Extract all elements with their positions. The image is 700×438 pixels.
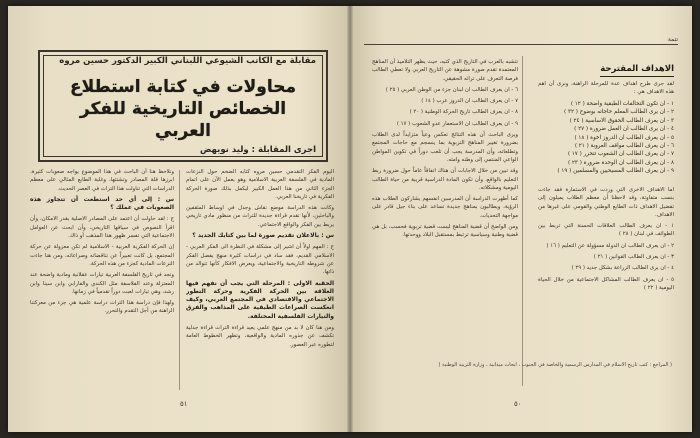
paragraph: إن الحركة الفكرية العربية - الاسلامية لم تكن معزولة عن حركة المجتمع، بل كانت تعبيراً عن تناقضاته وصراعاته، ومن هنا جاءت النزعات المادية كجزء من هذه الحركة.	[30, 244, 174, 267]
article-headline	[52, 76, 314, 142]
paragraph: وقد تبين من خلال الاجابات أن هناك اتفاقاً عاماً حول ضرورة ربط التعليم بالواقع، وأن تكون المادة الدراسية قريبة من حياة الطالب اليومية ومشكلاته.	[372, 168, 518, 191]
paragraph: س : إلى أي حد استطعت أن تتجاوز هذه الصعوبات في عملك ؟	[30, 195, 174, 212]
section-tag: تتمة	[667, 36, 678, 43]
paragraph: ٦ - ان يعرف الطالب ان لبنان جزء من الوطن العربي ( ٢٥ )	[385, 86, 518, 93]
article-byline: اجرى المقابلة : وليد نويهض	[199, 145, 316, 155]
goal-item: ٧ - ان يعرف الطالب ان الشعوب تتحرر ( ١٧ )	[567, 151, 674, 158]
paragraph: ٤ - ان يرى الطالب الزراعة بشكل جديد ( ٢٩ )	[571, 265, 674, 272]
right-page	[350, 6, 692, 432]
article-kicker: مقابلة مع الكاتب الشيوعي اللبناني الكبير الدكتور حسين مروه	[59, 56, 316, 66]
paragraph: اليوم الفكر التقدمي حسين مروه كتابه الضخم حول النزعات المادية في الفلسفة العربية الاسلامية وهو يعمل الآن على اتمام الجزء الثاني من هذا العمل الكبير ليكمل بذلك صورة الحركة الفكرية في تاريخنا العربي.	[186, 169, 334, 200]
goals-intro: لقد جرى طرح اهداف عدة للمرحلة الراهنة، ونرى أن اهم هذه الاهداف هي :	[538, 81, 674, 96]
goals-title: الاهداف المقترحة	[600, 64, 674, 74]
spine-gutter	[347, 6, 353, 432]
paragraph: وكانت هذه الدراسة موضع نقاش وجدل في اوساط المثقفين والباحثين، لأنها تقدم قراءة جديدة للتراث من منظور مادي تاريخي يربط بين الفكر والواقع الاجتماعي.	[186, 205, 334, 228]
goal-item: ٦ - ان يعرف الطالب مواقف العروبة ( ٢١ )	[574, 143, 674, 150]
column-divider	[179, 170, 180, 390]
paragraph: كما أظهرت الدراسة أن المدرسين انفسهم يشاركون الطلاب هذه الرؤية، ويطالبون بمناهج جديدة تساعد على بناء جيل قادر على مواجهة التحديات.	[372, 196, 518, 219]
paragraph: ج : لقد حاولت أن اعتمد على المصادر الاصلية بقدر الامكان، وأن اقرأ النصوص في سياقها التاريخي، وأن ابحث عن العوامل الاجتماعية التي تفسر ظهور هذا المذهب أو ذاك.	[30, 216, 174, 240]
column-divider-right	[522, 56, 523, 386]
paragraph: ٩ - ان يعرف الطالب ان الاستعمار عدو الشعوب ( ١٧ )	[396, 120, 518, 127]
article-header-box	[38, 50, 328, 162]
goals-title-underline	[600, 76, 674, 77]
paragraph: تتشبه بالعرب في التاريخ الذي كتبه، حيث يظهر التلاميذ أن المناهج المعتمدة تقدم صورة مشوهة عن التاريخ العربي ولا تعطي الطالب فرصة التعرف على تراثه الحقيقي.	[372, 59, 518, 82]
right-page-column-left	[372, 58, 518, 358]
headline-line-1: محاولات في كتابة استطلاع	[69, 77, 297, 97]
footnote: ( المراجع : كتب تاريخ الاسلام في المدارس الرسمية والخاصة في الجنوب ، ابحاث ميدانية ، وزارة التربية الوطنية )	[438, 362, 672, 368]
paragraph: ٢ - ان يعرف الطالب ان الدولة مسؤولة عن التعليم ( ١٦ )	[546, 242, 674, 249]
goal-item: ٥ - ان يعرف الطالب ان الدروز اخوة ( ١٨ )	[574, 134, 674, 141]
paragraph: ومن هنا كان لا بد من منهج علمي يعيد قراءة التراث قراءة جدلية تكشف عن جذوره المادية والواقعية، وتظهر الخطوط العامة لتطوره عبر العصور.	[186, 325, 334, 348]
paragraph: س : بالاعلان تقديم صورة لما بين كتابك الجديد ؟	[192, 232, 334, 240]
goal-item: ٩ - ان يعرف الطالب المسيحيين والمسلمين ( ١٩ )	[557, 168, 674, 175]
headline-line-2: الخصائص التاريخية للفكر العربي	[79, 99, 287, 141]
goals-list	[538, 100, 674, 184]
paragraph: اما الاهداف الاخرى التي وردت في الاستمارة فقد جاءت بنسب متفاوتة، وقد لاحظنا أن معظم الطلاب يميلون إلى تفضيل الاهداف ذات الطابع الوطني والقومي على غيرها من الاهداف.	[538, 187, 674, 218]
page-number-right: ٥٠	[514, 400, 522, 408]
goal-item: ١ - ان تكون التحالفات الطبقية واضحة ( ١٢ )	[570, 101, 674, 107]
right-page-column-right	[538, 186, 674, 356]
paragraph: ج : المهم اولاً أن اشير إلى مشكلة في النظرة الى الفكر العربي - الاسلامي القديم، فقد ساد في دراسات كثيرة منهج يفصل الفكر عن شروطه التاريخية والاجتماعية، ويعرض الافكار كأنها تتوالد من ذاتها.	[186, 244, 334, 276]
goal-item: ٣ - ان يعرف الطالب الحقوق الاساسية ( ٢٤ )	[569, 117, 674, 124]
goal-item: ٢ - ان يرى الطالب المعلم حاجاته بوضوح ( ٣٢ )	[564, 109, 674, 116]
paragraph: ومن الواضح أن قضية المناهج ليست قضية تربوية فحسب، بل هي قضية وطنية وسياسية ترتبط بمستقبل البلاد ووحدتها.	[372, 224, 518, 239]
paragraph: ٥ - ان يعرف الطالب المشاكل الاجتماعية من خلال الحياة اليومية ( ٢٢ )	[538, 276, 674, 291]
left-page	[8, 6, 350, 432]
page-number-left: ٥١	[180, 400, 188, 408]
paragraph: ١ - ان يعرف الطالب العلاقات الحسنة التي تربط بين الطوائف في لبنان ( ٢٨ )	[538, 223, 674, 238]
header-rule	[364, 44, 678, 45]
paragraph: ونجد في تاريخ الفلسفة العربية تيارات عقلانية ومادية واضحة عند المعتزلة وعند الفلاسفة مثل الكندي والفارابي وابن سينا وابن رشد، وهي تيارات لعبت دوراً تقدمياً في زمانها.	[30, 272, 174, 295]
goal-item: ٤ - ان يرى الطالب ان العمل ضرورة ( ٢٧ )	[574, 126, 674, 133]
paragraph: ولهذا فإن دراسة هذا التراث دراسة علمية هي جزء من معركتنا الراهنة من أجل التقدم والتحرر.	[30, 300, 174, 315]
magazine-spread	[8, 6, 692, 432]
left-page-column-right	[186, 168, 334, 393]
paragraph: ٨ - ان يعرف الطالب تاريخ الحركة الوطنية ( ٢٠ )	[409, 109, 518, 116]
paragraph: ٧ - ان يعرف الطالب ان الدروز عرب ( ١٤ )	[421, 98, 518, 105]
left-page-column-left	[30, 168, 174, 393]
paragraph: ٣ - ان يعرف الطالب القوانين ( ٢١ )	[593, 254, 674, 261]
paragraph: الحقبة الاولى : المرحلة التي يجب أن نفهم فيها العلاقة بين الحركة الفكرية وحركة التطور الاجتماعي والاقتصادي في المجتمع العربي، وكيف انعكست الصراعات الطبقية على المذاهب والفرق والتيارات الفلسفية المختلفة.	[186, 279, 334, 320]
goal-item: ٨ - ان يعرف الطالب ان الوحدة ضرورة ( ٢٣ )	[567, 159, 674, 166]
paragraph: ويرى الباحث أن هذه النتائج تعكس وعياً متزايداً لدى الطلاب بضرورة تغيير المناهج التربوية بما ينسجم مع حاجات المجتمع وتطلعاته، وأن المدرسة يجب أن تلعب دوراً في تكوين المواطن الواعي المنتمي إلى وطنه وامته.	[372, 132, 518, 163]
paragraph: ونلاحظ هنا أن الباحث في هذا الموضوع يواجه صعوبات كثيرة، ابرزها قلة المصادر وتشتتها، وغلبة الطابع المثالي على معظم الدراسات التي تناولت هذا التراث في العصر الحديث.	[30, 169, 174, 192]
